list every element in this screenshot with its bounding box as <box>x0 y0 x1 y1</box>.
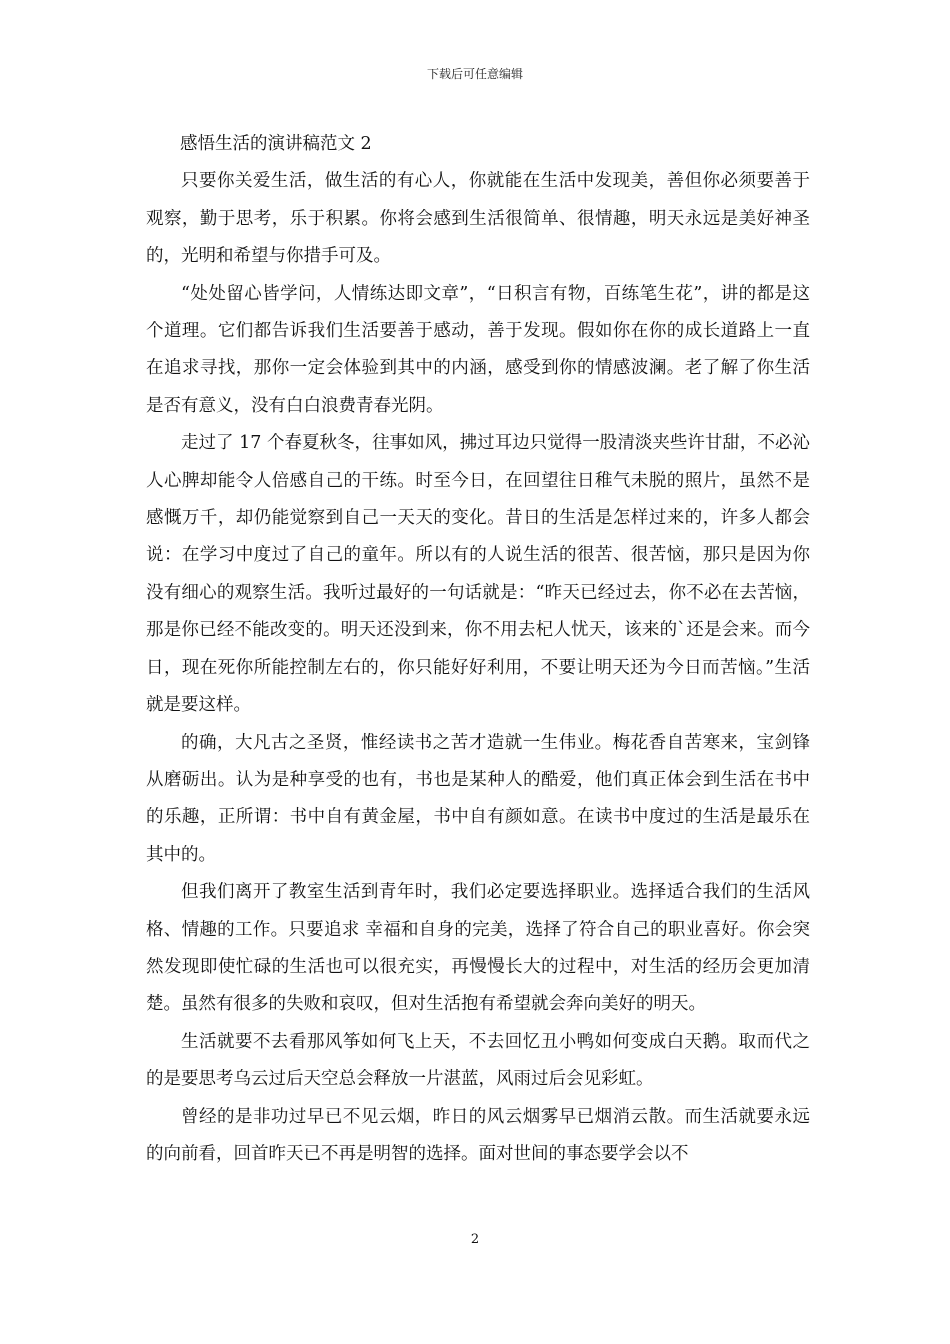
paragraph-5: 但我们离开了教室生活到青年时，我们必定要选择职业。选择适合我们的生活风格、情趣的工作。只要追求 幸福和自身的完美，选择了符合自己的职业喜好。你会突然发现即使忙碌的生活也可以很充实，再慢慢长大的过程中，对生活的经历会更加清楚。虽然有很多的失败和哀叹，但对生活抱有希望就会奔向美好的明天。 <box>146 882 810 1015</box>
paragraph-6: 生活就要不去看那风筝如何飞上天，不去回忆丑小鸭如何变成白天鹅。取而代之的是要思考乌云过后天空总会释放一片湛蓝，风雨过后会见彩虹。 <box>146 1031 810 1090</box>
paragraph-4: 的确，大凡古之圣贤，惟经读书之苦才造就一生伟业。梅花香自苦寒来，宝剑锋从磨砺出。认为是种享受的也有，书也是某种人的酷爱，他们真正体会到生活在书中的乐趣，正所谓：书中自有黄金屋，书中自有颜如意。在读书中度过的生活是最乐在其中的。 <box>146 732 810 865</box>
page-number: 2 <box>470 1232 480 1247</box>
paragraph-2: “处处留心皆学问，人情练达即文章”，“日积言有物，百练笔生花”，讲的都是这个道理。它们都告诉我们生活要善于感动，善于发现。假如你在你的成长道路上一直在追求寻找，那你一定会体验到其中的内涵，感受到你的情感波澜。老了解了你生活是否有意义，没有白白浪费青春光阴。 <box>146 283 810 416</box>
document-body <box>146 126 810 1173</box>
document-title: 感悟生活的演讲稿范文 2 <box>180 134 372 154</box>
paragraph-7: 曾经的是非功过早已不见云烟，昨日的风云烟雾早已烟消云散。而生活就要永远的向前看，回首昨天已不再是明智的选择。面对世间的事态要学会以不 <box>146 1106 810 1164</box>
paragraph-1: 只要你关爱生活，做生活的有心人，你就能在生活中发现美，善但你必须要善于观察，勤于思考，乐于积累。你将会感到生活很简单、很情趣，明天永远是美好神圣的，光明和希望与你措手可及。 <box>146 171 810 267</box>
paragraph-3: 走过了 17 个春夏秋冬，往事如风，拂过耳边只觉得一股清淡夹些许甘甜，不必沁人心脾却能令人倍感自己的干练。时至今日，在回望往日稚气未脱的照片，虽然不是感慨万千，却仍能觉察到自己一天天的变化。昔日的生活是怎样过来的，许多人都会说：在学习中度过了自己的童年。所以有的人说生活的很苦、很苦恼，那只是因为你没有细心的观察生活。我听过最好的一句话就是：“昨天已经过去，你不必在去苦恼，那是你已经不能改变的。明天还没到来，你不用去杞人忧天，该来的`还是会来。而今日，现在死你所能控制左右的，你只能好好利用，不要让明天还为今日而苦恼。”生活就是要这样。 <box>146 433 810 716</box>
page-header: 下载后可任意编辑 <box>426 67 523 81</box>
